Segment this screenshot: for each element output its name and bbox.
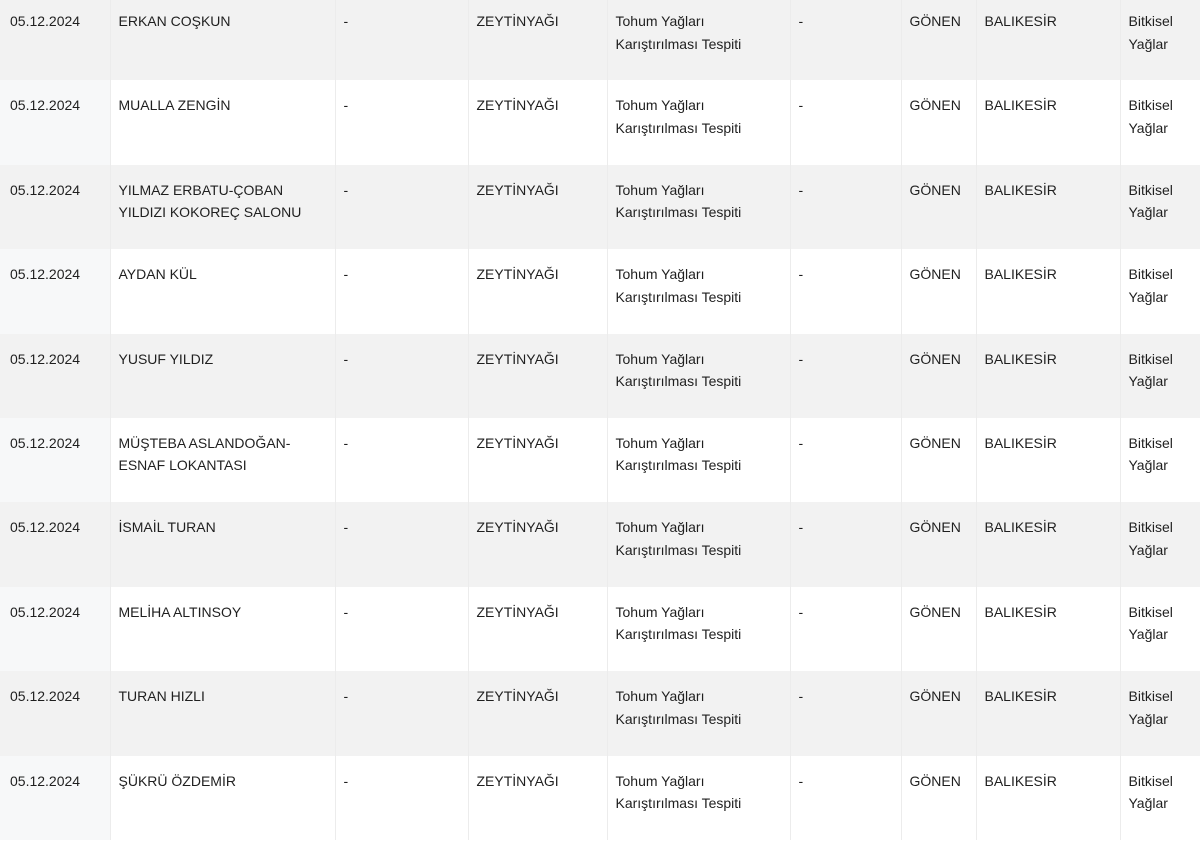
table-row <box>0 80 1200 164</box>
violation-cell: Tohum Yağları Karıştırılması Tespiti <box>607 756 790 840</box>
product-cell: ZEYTİNYAĞI <box>468 756 607 840</box>
district-cell: GÖNEN <box>901 418 976 502</box>
province-cell: BALIKESİR <box>976 80 1120 164</box>
product-cell: ZEYTİNYAĞI <box>468 0 607 80</box>
district-cell: GÖNEN <box>901 165 976 249</box>
district-cell: GÖNEN <box>901 587 976 671</box>
company-name-cell: TURAN HIZLI <box>110 671 335 755</box>
product-cell: ZEYTİNYAĞI <box>468 502 607 586</box>
product-cell: ZEYTİNYAĞI <box>468 80 607 164</box>
product-cell: ZEYTİNYAĞI <box>468 418 607 502</box>
date-cell: 05.12.2024 <box>0 80 110 164</box>
district-cell: GÖNEN <box>901 756 976 840</box>
violation-cell: Tohum Yağları Karıştırılması Tespiti <box>607 418 790 502</box>
table-row <box>0 756 1200 840</box>
province-cell: BALIKESİR <box>976 0 1120 80</box>
table-row <box>0 671 1200 755</box>
date-cell: 05.12.2024 <box>0 756 110 840</box>
product-group-cell: Bitkisel Yağlar <box>1120 671 1200 755</box>
product-group-cell: Bitkisel Yağlar <box>1120 334 1200 418</box>
table-row <box>0 0 1200 80</box>
batch-cell: - <box>790 0 901 80</box>
province-cell: BALIKESİR <box>976 587 1120 671</box>
date-cell: 05.12.2024 <box>0 249 110 333</box>
table-row <box>0 165 1200 249</box>
table-row <box>0 334 1200 418</box>
brand-cell: - <box>335 80 468 164</box>
product-group-cell: Bitkisel Yağlar <box>1120 756 1200 840</box>
brand-cell: - <box>335 418 468 502</box>
province-cell: BALIKESİR <box>976 671 1120 755</box>
product-group-cell: Bitkisel Yağlar <box>1120 249 1200 333</box>
province-cell: BALIKESİR <box>976 249 1120 333</box>
product-group-cell: Bitkisel Yağlar <box>1120 418 1200 502</box>
district-cell: GÖNEN <box>901 502 976 586</box>
violation-cell: Tohum Yağları Karıştırılması Tespiti <box>607 249 790 333</box>
batch-cell: - <box>790 756 901 840</box>
company-name-cell: MELİHA ALTINSOY <box>110 587 335 671</box>
company-name-cell: MÜŞTEBA ASLANDOĞAN-ESNAF LOKANTASI <box>110 418 335 502</box>
batch-cell: - <box>790 671 901 755</box>
company-name-cell: AYDAN KÜL <box>110 249 335 333</box>
violation-cell: Tohum Yağları Karıştırılması Tespiti <box>607 80 790 164</box>
province-cell: BALIKESİR <box>976 756 1120 840</box>
violation-cell: Tohum Yağları Karıştırılması Tespiti <box>607 587 790 671</box>
date-cell: 05.12.2024 <box>0 418 110 502</box>
company-name-cell: İSMAİL TURAN <box>110 502 335 586</box>
product-cell: ZEYTİNYAĞI <box>468 671 607 755</box>
district-cell: GÖNEN <box>901 671 976 755</box>
table-row <box>0 418 1200 502</box>
product-group-cell: Bitkisel Yağlar <box>1120 502 1200 586</box>
brand-cell: - <box>335 502 468 586</box>
date-cell: 05.12.2024 <box>0 0 110 80</box>
date-cell: 05.12.2024 <box>0 671 110 755</box>
district-cell: GÖNEN <box>901 80 976 164</box>
district-cell: GÖNEN <box>901 0 976 80</box>
province-cell: BALIKESİR <box>976 334 1120 418</box>
province-cell: BALIKESİR <box>976 418 1120 502</box>
brand-cell: - <box>335 671 468 755</box>
product-group-cell: Bitkisel Yağlar <box>1120 165 1200 249</box>
batch-cell: - <box>790 418 901 502</box>
product-cell: ZEYTİNYAĞI <box>468 587 607 671</box>
district-cell: GÖNEN <box>901 249 976 333</box>
table-row <box>0 587 1200 671</box>
brand-cell: - <box>335 249 468 333</box>
violation-cell: Tohum Yağları Karıştırılması Tespiti <box>607 334 790 418</box>
violation-cell: Tohum Yağları Karıştırılması Tespiti <box>607 502 790 586</box>
province-cell: BALIKESİR <box>976 165 1120 249</box>
product-group-cell: Bitkisel Yağlar <box>1120 0 1200 80</box>
company-name-cell: ERKAN COŞKUN <box>110 0 335 80</box>
batch-cell: - <box>790 502 901 586</box>
product-cell: ZEYTİNYAĞI <box>468 165 607 249</box>
company-name-cell: MUALLA ZENGİN <box>110 80 335 164</box>
product-cell: ZEYTİNYAĞI <box>468 334 607 418</box>
company-name-cell: ŞÜKRÜ ÖZDEMİR <box>110 756 335 840</box>
company-name-cell: YUSUF YILDIZ <box>110 334 335 418</box>
batch-cell: - <box>790 165 901 249</box>
district-cell: GÖNEN <box>901 334 976 418</box>
date-cell: 05.12.2024 <box>0 587 110 671</box>
date-cell: 05.12.2024 <box>0 334 110 418</box>
violation-cell: Tohum Yağları Karıştırılması Tespiti <box>607 0 790 80</box>
batch-cell: - <box>790 334 901 418</box>
product-group-cell: Bitkisel Yağlar <box>1120 80 1200 164</box>
violation-cell: Tohum Yağları Karıştırılması Tespiti <box>607 165 790 249</box>
brand-cell: - <box>335 0 468 80</box>
brand-cell: - <box>335 334 468 418</box>
date-cell: 05.12.2024 <box>0 502 110 586</box>
batch-cell: - <box>790 80 901 164</box>
product-group-cell: Bitkisel Yağlar <box>1120 587 1200 671</box>
company-name-cell: YILMAZ ERBATU-ÇOBAN YILDIZI KOKOREÇ SALONU <box>110 165 335 249</box>
brand-cell: - <box>335 756 468 840</box>
brand-cell: - <box>335 587 468 671</box>
product-cell: ZEYTİNYAĞI <box>468 249 607 333</box>
province-cell: BALIKESİR <box>976 502 1120 586</box>
date-cell: 05.12.2024 <box>0 165 110 249</box>
table-row <box>0 249 1200 333</box>
brand-cell: - <box>335 165 468 249</box>
violation-cell: Tohum Yağları Karıştırılması Tespiti <box>607 671 790 755</box>
table-row <box>0 502 1200 586</box>
batch-cell: - <box>790 249 901 333</box>
batch-cell: - <box>790 587 901 671</box>
